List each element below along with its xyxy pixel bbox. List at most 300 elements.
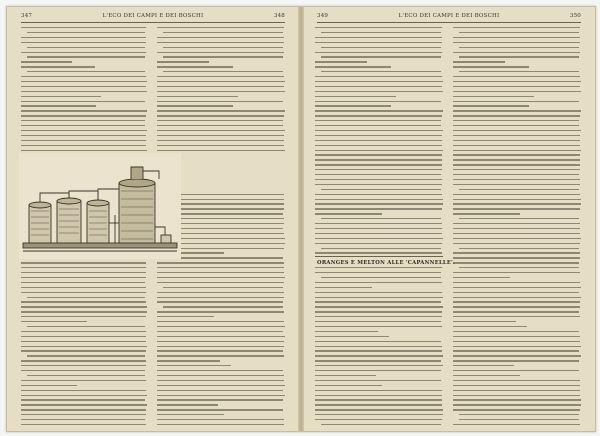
text-line	[453, 331, 579, 332]
text-line	[315, 110, 443, 111]
text-line	[21, 301, 146, 302]
text-line	[157, 350, 283, 351]
text-line	[453, 301, 580, 302]
text-line	[453, 110, 581, 111]
text-line	[453, 115, 580, 116]
text-line	[315, 243, 442, 244]
text-line	[315, 267, 442, 268]
text-line	[315, 169, 442, 170]
text-line	[21, 130, 147, 131]
text-line	[157, 140, 284, 141]
text-line	[315, 321, 441, 322]
text-line	[453, 395, 580, 396]
text-line	[453, 228, 580, 229]
text-line	[315, 86, 442, 87]
text-line	[453, 282, 580, 283]
text-line	[315, 105, 391, 106]
text-line	[453, 390, 580, 391]
text-line	[157, 365, 231, 366]
text-line	[315, 404, 442, 405]
text-line	[315, 27, 442, 28]
left-running-title: L'ECO DEI CAMPI E DEI BOSCHI	[102, 13, 204, 19]
text-line	[21, 404, 147, 405]
text-line	[453, 370, 579, 371]
text-line	[157, 404, 218, 405]
text-line	[163, 71, 283, 72]
text-line	[315, 331, 378, 332]
text-line	[157, 66, 233, 67]
left-page-header	[21, 12, 285, 23]
text-line	[453, 169, 580, 170]
text-line	[21, 419, 145, 420]
text-line	[453, 203, 581, 204]
text-line	[21, 390, 146, 391]
text-line	[21, 66, 95, 67]
text-line	[315, 419, 442, 420]
text-line	[453, 380, 580, 381]
text-line	[315, 199, 443, 200]
text-line	[315, 140, 442, 141]
text-line	[453, 164, 580, 165]
text-line	[315, 179, 442, 180]
text-line	[453, 194, 580, 195]
text-line	[157, 27, 284, 28]
text-line	[315, 306, 443, 307]
text-line	[453, 91, 581, 92]
text-line	[157, 150, 285, 151]
text-line	[453, 272, 580, 273]
right-outer-mark: 350	[569, 13, 581, 19]
text-line	[157, 76, 284, 77]
right-running-title: L'ECO DEI CAMPI E DEI BOSCHI	[398, 13, 500, 19]
text-line	[315, 395, 442, 396]
text-line	[459, 218, 579, 219]
text-line	[315, 311, 442, 312]
text-line	[21, 150, 147, 151]
text-line	[27, 71, 145, 72]
text-line	[453, 409, 580, 410]
text-line	[21, 399, 145, 400]
text-line	[163, 306, 283, 307]
text-line	[453, 76, 580, 77]
text-line	[21, 91, 147, 92]
text-line	[21, 81, 147, 82]
text-line	[315, 159, 442, 160]
text-line	[157, 86, 284, 87]
text-line	[315, 326, 442, 327]
text-line	[163, 32, 283, 33]
right-page-header	[317, 12, 581, 23]
text-line	[453, 66, 529, 67]
text-line	[315, 194, 442, 195]
text-line	[321, 248, 441, 249]
text-line	[315, 96, 396, 97]
text-line	[315, 203, 443, 204]
text-line	[21, 336, 146, 337]
text-line	[21, 370, 145, 371]
text-line	[157, 272, 284, 273]
text-line	[453, 355, 581, 356]
text-line	[453, 105, 529, 106]
text-line	[315, 272, 441, 273]
text-line	[27, 56, 145, 57]
text-line	[21, 414, 146, 415]
text-line	[157, 341, 284, 342]
text-line	[157, 355, 284, 356]
text-line	[157, 110, 285, 111]
text-line	[163, 287, 283, 288]
text-line	[315, 287, 372, 288]
text-line	[21, 277, 146, 278]
text-line	[21, 37, 146, 38]
text-line	[21, 282, 145, 283]
text-line	[157, 145, 284, 146]
text-line	[157, 61, 209, 62]
text-line	[157, 135, 284, 136]
text-line	[27, 32, 145, 33]
text-line	[315, 409, 443, 410]
text-line	[315, 76, 442, 77]
text-line	[453, 130, 581, 131]
text-line	[453, 213, 520, 214]
text-line	[157, 297, 284, 298]
text-line	[21, 385, 77, 386]
text-line	[315, 414, 443, 415]
text-line	[321, 47, 441, 48]
text-line	[453, 321, 516, 322]
text-line	[157, 120, 283, 121]
text-line	[453, 297, 581, 298]
text-line	[453, 81, 581, 82]
text-line	[315, 336, 389, 337]
text-line	[321, 189, 441, 190]
text-line	[157, 282, 284, 283]
text-line	[315, 91, 443, 92]
text-line	[315, 350, 442, 351]
text-line	[321, 424, 441, 425]
text-line	[453, 287, 581, 288]
text-line	[157, 336, 285, 337]
text-line	[453, 365, 514, 366]
text-line	[21, 27, 146, 28]
text-line	[157, 409, 283, 410]
text-line	[21, 145, 146, 146]
text-line	[453, 316, 580, 317]
text-line	[459, 414, 579, 415]
text-line	[21, 380, 146, 381]
text-line	[21, 409, 146, 410]
text-line	[453, 262, 579, 263]
text-line	[453, 159, 580, 160]
text-line	[453, 238, 581, 239]
text-line	[21, 292, 146, 293]
text-line	[321, 277, 441, 278]
text-line	[157, 360, 220, 361]
text-line	[453, 174, 579, 175]
text-line	[157, 277, 285, 278]
text-line	[315, 252, 442, 253]
text-line	[315, 66, 391, 67]
text-line	[315, 208, 442, 209]
text-line	[315, 81, 443, 82]
text-line	[157, 81, 285, 82]
text-line	[157, 101, 283, 102]
text-line	[453, 404, 581, 405]
text-line	[21, 262, 146, 263]
left-page	[7, 7, 299, 431]
text-line	[163, 47, 283, 48]
text-line	[315, 316, 442, 317]
text-line	[453, 223, 580, 224]
text-line	[453, 385, 580, 386]
text-line	[453, 341, 580, 342]
text-line	[157, 316, 214, 317]
text-line	[453, 120, 579, 121]
text-line	[21, 105, 96, 106]
text-line	[321, 218, 441, 219]
text-line	[453, 311, 579, 312]
text-line	[163, 257, 283, 258]
text-line	[453, 375, 520, 376]
text-line	[315, 150, 443, 151]
text-line	[453, 86, 580, 87]
text-line	[21, 311, 147, 312]
text-line	[315, 228, 442, 229]
text-line	[453, 350, 579, 351]
text-line	[157, 321, 284, 322]
text-line	[27, 355, 145, 356]
text-line	[315, 125, 441, 126]
left-outer-mark: 348	[273, 13, 285, 19]
text-line	[453, 42, 580, 43]
text-line	[21, 341, 146, 342]
text-line	[459, 267, 579, 268]
text-line	[157, 311, 284, 312]
right-page	[303, 7, 595, 431]
text-line	[315, 120, 441, 121]
text-line	[21, 346, 147, 347]
text-line	[315, 130, 443, 131]
text-line	[315, 233, 442, 234]
text-column-right-2	[453, 27, 581, 427]
text-line	[453, 61, 505, 62]
text-line	[157, 292, 284, 293]
text-line	[459, 419, 579, 420]
text-line	[459, 189, 579, 190]
text-line	[157, 105, 233, 106]
text-line	[453, 252, 580, 253]
text-line	[459, 248, 579, 249]
text-line	[157, 262, 284, 263]
text-line	[157, 42, 284, 43]
text-line	[157, 375, 284, 376]
text-line	[453, 37, 580, 38]
text-line	[315, 37, 442, 38]
text-line	[157, 346, 284, 347]
text-line	[27, 326, 145, 327]
text-line	[453, 27, 580, 28]
text-line	[315, 184, 442, 185]
text-line	[315, 101, 441, 102]
text-line	[157, 395, 285, 396]
text-line	[21, 52, 146, 53]
text-line	[453, 208, 580, 209]
right-page-number: 349	[317, 13, 329, 19]
text-line	[453, 179, 580, 180]
text-line	[453, 140, 580, 141]
text-line	[453, 125, 579, 126]
newspaper-spread	[6, 6, 596, 432]
text-line	[21, 135, 146, 136]
text-line	[315, 164, 442, 165]
text-line	[315, 365, 443, 366]
text-line	[321, 56, 441, 57]
text-line	[157, 326, 285, 327]
text-line	[163, 228, 283, 229]
text-line	[453, 424, 580, 425]
text-line	[21, 110, 147, 111]
text-line	[21, 101, 145, 102]
text-line	[459, 47, 579, 48]
text-line	[453, 360, 579, 361]
text-line	[157, 331, 283, 332]
text-line	[315, 282, 442, 283]
text-line	[157, 37, 284, 38]
text-line	[21, 350, 146, 351]
text-line	[453, 257, 580, 258]
text-line	[21, 395, 147, 396]
text-line	[315, 238, 443, 239]
text-line	[315, 213, 382, 214]
text-line	[315, 360, 441, 361]
text-line	[315, 145, 442, 146]
text-line	[157, 390, 283, 391]
text-line	[453, 306, 580, 307]
text-line	[453, 399, 581, 400]
text-line	[27, 375, 145, 376]
text-line	[315, 154, 442, 155]
text-line	[21, 125, 145, 126]
text-line	[315, 370, 441, 371]
text-line	[157, 91, 285, 92]
distillation-apparatus-icon	[19, 153, 181, 259]
text-line	[21, 365, 146, 366]
text-line	[459, 71, 579, 72]
text-line	[315, 375, 376, 376]
text-line	[315, 341, 441, 342]
text-line	[321, 71, 441, 72]
section-rule	[315, 256, 443, 257]
text-line	[315, 61, 367, 62]
text-line	[453, 292, 579, 293]
text-line	[453, 184, 580, 185]
text-line	[21, 287, 146, 288]
text-line	[453, 336, 580, 337]
text-line	[157, 370, 283, 371]
text-column-right-1	[315, 27, 443, 427]
text-line	[157, 399, 283, 400]
text-line	[21, 120, 145, 121]
text-line	[27, 47, 145, 48]
text-line	[27, 297, 145, 298]
text-line	[315, 174, 441, 175]
text-line	[21, 424, 146, 425]
text-line	[21, 61, 72, 62]
text-line	[315, 42, 442, 43]
text-line	[315, 346, 442, 347]
text-line	[21, 267, 146, 268]
text-line	[21, 331, 146, 332]
text-line	[21, 42, 146, 43]
text-line	[163, 56, 283, 57]
text-line	[453, 326, 527, 327]
text-line	[157, 52, 284, 53]
text-line	[157, 96, 238, 97]
text-line	[315, 355, 443, 356]
text-line	[21, 306, 147, 307]
text-line	[453, 135, 580, 136]
section-heading: ORANGES E MELTON ALLE 'CAPANNELLE'.	[317, 260, 456, 266]
text-line	[157, 424, 284, 425]
text-line	[315, 390, 442, 391]
text-line	[21, 316, 146, 317]
text-line	[453, 346, 581, 347]
left-page-number: 347	[21, 13, 33, 19]
text-line	[453, 96, 534, 97]
text-line	[453, 101, 579, 102]
text-line	[157, 115, 284, 116]
text-line	[453, 277, 510, 278]
text-line	[459, 32, 579, 33]
text-line	[157, 414, 224, 415]
text-line	[453, 154, 580, 155]
text-line	[315, 52, 442, 53]
text-line	[157, 301, 283, 302]
text-line	[157, 130, 285, 131]
text-line	[453, 199, 581, 200]
text-line	[21, 76, 146, 77]
text-line	[21, 140, 146, 141]
text-line	[157, 419, 284, 420]
text-line	[315, 115, 442, 116]
text-line	[21, 272, 146, 273]
text-line	[21, 360, 146, 361]
text-line	[453, 150, 581, 151]
text-line	[315, 135, 442, 136]
text-line	[157, 125, 283, 126]
text-line	[21, 86, 146, 87]
text-line	[21, 321, 87, 322]
text-line	[315, 297, 443, 298]
text-line	[315, 292, 442, 293]
text-line	[157, 380, 284, 381]
text-line	[453, 145, 580, 146]
text-line	[157, 267, 284, 268]
text-line	[453, 233, 580, 234]
text-line	[315, 301, 441, 302]
text-line	[315, 385, 382, 386]
text-line	[453, 52, 580, 53]
text-line	[315, 223, 442, 224]
text-line	[453, 243, 580, 244]
text-line	[315, 380, 441, 381]
text-line	[315, 399, 442, 400]
text-line	[459, 56, 579, 57]
text-line	[157, 385, 285, 386]
text-line	[21, 96, 101, 97]
text-line	[21, 115, 146, 116]
text-line	[321, 32, 441, 33]
